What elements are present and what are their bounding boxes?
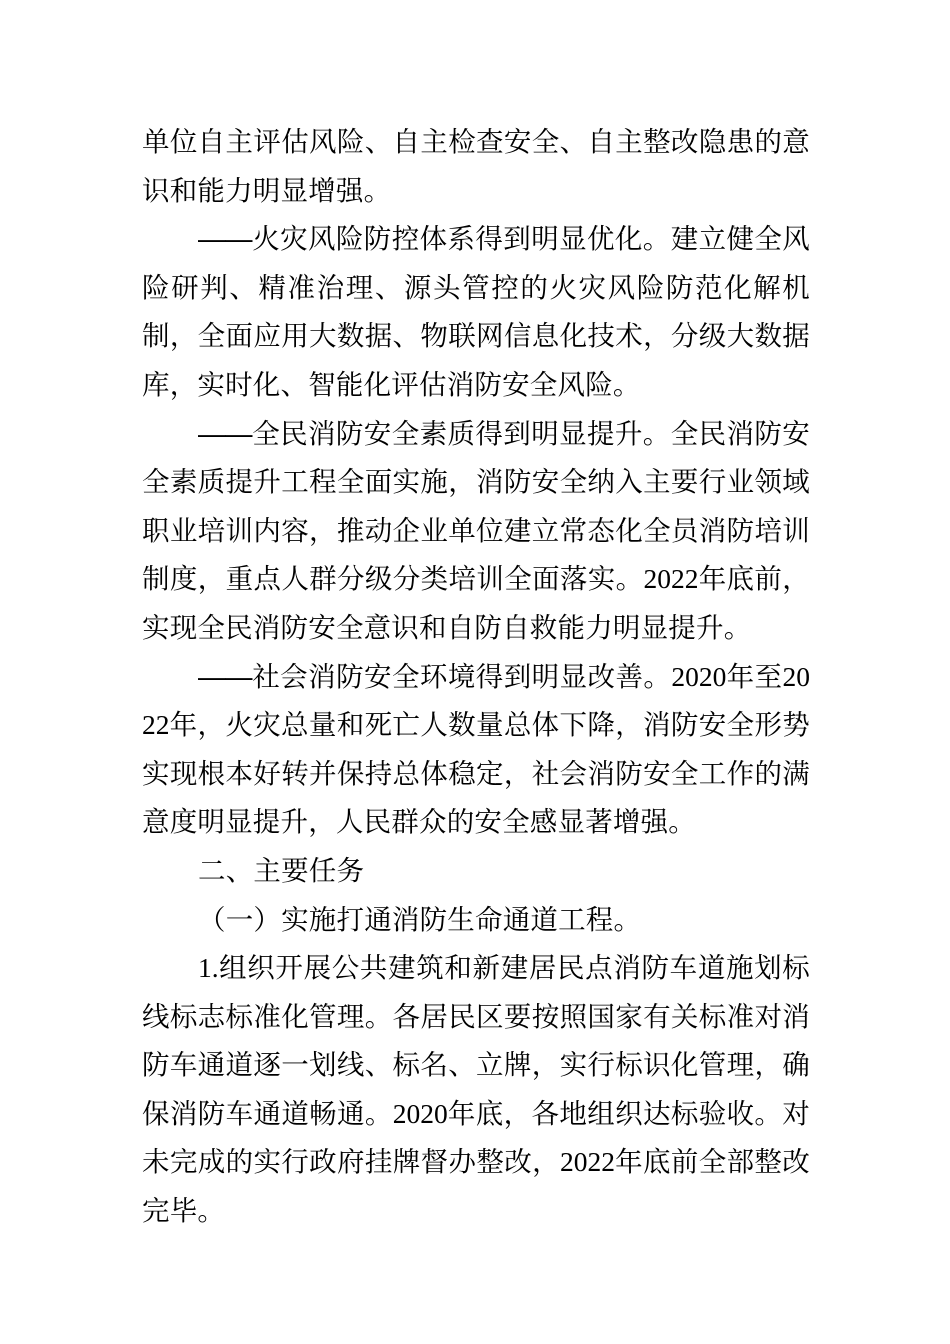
- numeric-run: 2020: [392, 1097, 448, 1129]
- document-text-column: [142, 118, 810, 1236]
- paragraph-dash-bullet-public-fire-literacy: ——全民消防安全素质得到明显提升。全民消防安全素质提升工程全面实施，消防安全纳入主要行业领域职业培训内容，推动企业单位建立常态化全员消防培训制度，重点人群分级分类培训全面落实。2022年底前，实现全民消防安全意识和自防自救能力明显提升。: [142, 417, 810, 643]
- paragraph-body-continuation: 单位自主评估风险、自主检查安全、自主整改隐患的意识和能力明显增强。: [142, 126, 810, 206]
- paragraph-dash-bullet-social-fire-environment: ——社会消防安全环境得到明显改善。2020年至2022年，火灾总量和死亡人数量总体下降，消防安全形势实现根本好转并保持总体稳定，社会消防安全工作的满意度明显提升，人民群众的安全感显著增强。: [142, 660, 811, 838]
- paragraph-dash-bullet-fire-risk-control: ——火灾风险防控体系得到明显优化。建立健全风险研判、精准治理、源头管控的火灾风险防范化解机制，全面应用大数据、物联网信息化技术，分级大数据库，实时化、智能化评估消防安全风险。: [142, 223, 810, 400]
- numeric-run: 2022: [142, 660, 811, 741]
- heading-lifeline-corridor-project: （一）实施打通消防生命通道工程。: [198, 903, 642, 935]
- heading-main-tasks: 二、主要任务: [198, 854, 365, 886]
- numeric-run: 2022: [559, 1146, 615, 1178]
- em-dash-bullet: ——: [198, 417, 252, 449]
- paragraph-numbered-item-1: 1.组织开展公共建筑和新建居民点消防车道施划标线标志标准化管理。各居民区要按照国家有关标准对消防车通道逐一划线、标名、立牌，实行标识化管理，确保消防车通道畅通。2020年底，各地组织达标验收。对未完成的实行政府挂牌督办整改，2022年底前全部整改完毕。: [142, 952, 810, 1227]
- em-dash-bullet: ——: [198, 223, 252, 255]
- numeric-run: 2022: [643, 563, 699, 595]
- numeric-run: 1.: [198, 952, 219, 984]
- numeric-run: 2020: [671, 660, 727, 692]
- em-dash-bullet: ——: [198, 660, 252, 692]
